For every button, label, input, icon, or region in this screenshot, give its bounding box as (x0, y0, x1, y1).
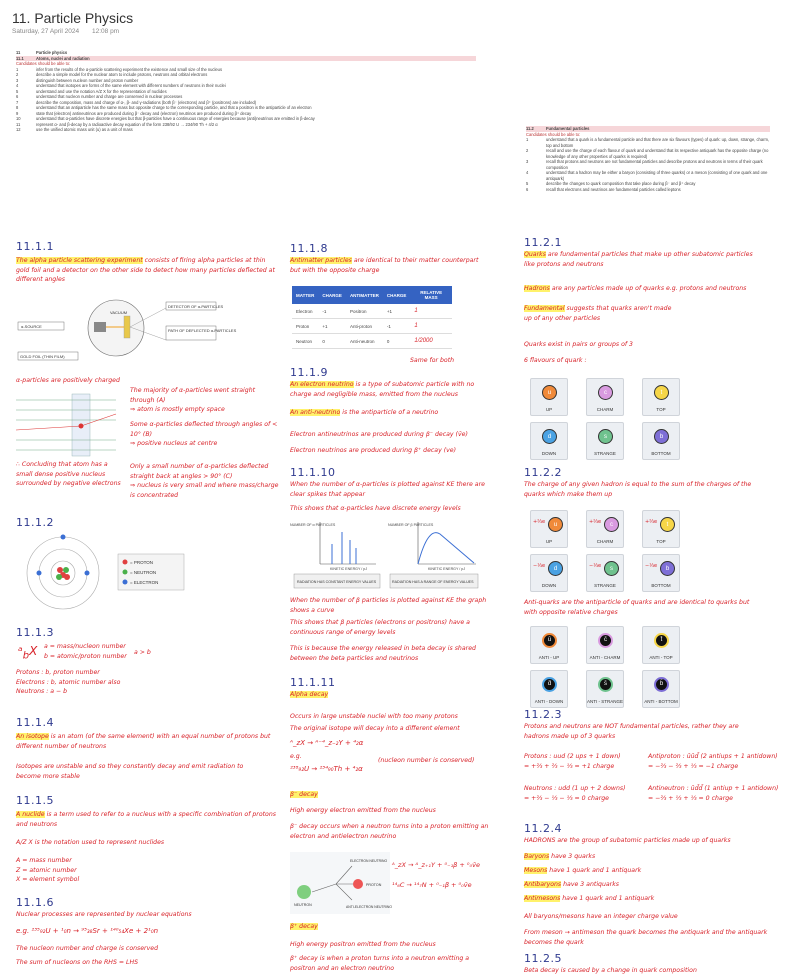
quark-symbol: t (654, 385, 669, 400)
integer-charge-note: All baryons/mesons have an integer charge value (524, 913, 678, 920)
alpha-decay-occurs: Occurs in large unstable nuclei with too many protons (290, 713, 458, 720)
alpha-ke-note: When the number of α-particles is plotted against KE there are clear spikes that appear (290, 481, 485, 498)
spec-topic-row: 11 Particle physics (16, 50, 68, 55)
flavours-note: 6 flavours of quark : (524, 357, 587, 364)
table-header: ANTIMATTER (346, 286, 383, 304)
quark-name: ANTI - DOWN (534, 699, 564, 704)
anti-label: ANTI-ELECTRON NEUTRINO (346, 905, 392, 909)
spec-item: 5 understand and use the notation A/Z X for the representation of nuclides (16, 88, 167, 94)
alpha-charge-note: α-particles are positively charged (16, 377, 120, 384)
quark-symbol: t̄ (654, 633, 669, 648)
atom-model-diagram (18, 532, 188, 614)
quark-charge: −⅓e (533, 563, 546, 569)
quark-card-anti-top (642, 626, 680, 664)
nuclide-note: A nuclide is a term used to refer to a nucleus with a specific combination of protons and neutrons (16, 811, 276, 828)
spec-item: 3 recall that protons and neutrons are not fundamental particles and describe protons and neutrons in terms of their quark composition (526, 159, 763, 170)
table-header: CHARGE (383, 286, 411, 304)
alpha-decay-title: Alpha decay (290, 691, 329, 698)
neutron-label: NEUTRON (294, 903, 312, 907)
observation-b: Some α-particles deflected through angles of < 10° (B) ⇒ positive nucleus at centre (130, 421, 278, 448)
quark-symbol: c (598, 385, 613, 400)
quark-name: ANTI - TOP (649, 655, 673, 660)
spec-table-atoms (16, 50, 476, 133)
quark-charge: −⅓e (645, 563, 658, 569)
spec-subtopic-row: 11.2 Fundamental particles (526, 126, 770, 132)
beta-minus-diagram (290, 852, 390, 914)
foil-label: GOLD FOIL (THIN FILM) (20, 354, 65, 359)
quark-symbol: b (660, 561, 675, 576)
source-label: α-SOURCE (21, 324, 42, 329)
legend-neutron: = NEUTRON (130, 570, 157, 575)
section-11-1-1: 11.1.1 (16, 240, 54, 253)
conclusion-note: ∴ Concluding that atom has a small dense positive nucleus surrounded by negative electrons (16, 461, 121, 488)
quark-name: ANTI - STRANGE (587, 699, 624, 704)
quark-pairs-note: Quarks exist in pairs or groups of 3 (524, 341, 633, 348)
graph2-ylabel: NUMBER OF β PARTICLES (388, 523, 434, 527)
beta-continuous-note: This shows that β particles (electrons or positrons) have a continuous range of energy levels (290, 619, 470, 636)
beta-plus-note1: High energy positron emitted from the nucleus (290, 941, 436, 948)
quark-card-anti-down (530, 670, 568, 708)
quark-definition: Quarks are fundamental particles that make up other subatomic particles like protons and neutrons (524, 251, 753, 268)
vacuum-label: VACUUM (110, 310, 128, 315)
section-11-2-3: 11.2.3 (524, 708, 562, 721)
table-cell: +1 (318, 319, 346, 334)
quark-symbol: c (604, 517, 619, 532)
quark-symbol: d (542, 429, 557, 444)
section-11-1-9: 11.1.9 (290, 366, 328, 379)
table-cell: -1 (383, 319, 411, 334)
beta-ke-note: When the number of β particles is plotted against KE the graph shows a curve (290, 597, 487, 614)
fundamental-definition: Fundamental suggests that quarks aren't made up of any other particles (524, 305, 672, 322)
beta-minus-title: β⁻ decay (290, 791, 318, 798)
section-11-2-5: 11.2.5 (524, 952, 562, 965)
proton-label: PROTON (366, 883, 382, 887)
quark-card-top (642, 510, 680, 548)
alpha-paths-diagram (16, 392, 116, 458)
table-cell: Proton (292, 319, 318, 334)
quark-name: DOWN (541, 451, 557, 456)
alpha-scattering-note: The alpha particle scattering experiment consists of firing alpha particles at thin gold foil and a detector on the other side to detect how many particles deflected at different angles (16, 257, 275, 284)
meson-antimeson-note: From meson → antimeson the quark becomes the antiquark and the antiquark becomes the quark (524, 929, 768, 946)
table-cell: 1 (410, 319, 452, 334)
page-date: Saturday, 27 April 2024 (12, 28, 80, 35)
beta-plus-note2: β⁺ decay is when a proton turns into a neutron emitting a positron and an electron neutrino (290, 955, 470, 972)
table-row (292, 304, 452, 319)
particle-counts: Protons : b, proton number Electrons : b, atomic number also Neutrons : a − b (16, 669, 121, 696)
neutrino-production: Electron neutrinos are produced during β⁺ decay (ve) (290, 447, 456, 454)
observation-a: The majority of α-particles went straight through (A) ⇒ atom is mostly empty space (130, 387, 256, 414)
alpha-decay-eg: e.g. (290, 753, 302, 760)
quark-charge: +⅔e (589, 519, 602, 525)
quark-card-strange (586, 554, 624, 592)
quark-card-top (642, 378, 680, 416)
spec-item: 4 understand that a hadron may be either a baryon (consisting of three quarks) or a meson (consisting of one quark and one antiquark) (526, 170, 768, 181)
table-header: RELATIVE MASS (410, 286, 452, 304)
beta-plus-title: β⁺ decay (290, 923, 318, 930)
quark-card-bottom (642, 422, 680, 460)
page-title: 11. Particle Physics (12, 10, 134, 26)
spec-items (16, 67, 476, 133)
a-greater-b: a > b (134, 649, 151, 656)
table-cell: -1 (318, 304, 346, 319)
quark-name: UP (545, 539, 553, 544)
emits-label: ELECTRON NEUTRINO (350, 859, 388, 863)
antiproton-quarks: Antiproton : ūūd̄ (2 antiups + 1 antidown) = −⅔ − ⅔ + ⅓ = −1 charge (648, 753, 778, 770)
quark-symbol: s (598, 429, 613, 444)
legend-proton: = PROTON (130, 560, 154, 565)
spec-table-fundamental (526, 126, 770, 192)
graph2-xlabel: KINETIC ENERGY / pJ (428, 567, 466, 571)
quark-charge: +⅔e (533, 519, 546, 525)
table-cell: Electron (292, 304, 318, 319)
spec-item: 12 use the unified atomic mass unit (u) as a unit of mass (16, 127, 133, 133)
section-11-1-8: 11.1.8 (290, 242, 328, 255)
spec-subtopic-row: 11.1 Atoms, nuclei and radiation (16, 56, 476, 62)
hadron-definition: Hadrons are any particles made up of quarks e.g. protons and neutrons (524, 285, 747, 292)
quark-name: TOP (656, 539, 666, 544)
antimatter-table (292, 286, 452, 349)
quark-card-down (530, 422, 568, 460)
nucleon-conserved: (nucleon number is conserved) (378, 757, 475, 764)
table-cell: 0 (318, 334, 346, 349)
nuclear-equation-example: e.g. ²³⁵₉₂U + ¹₀n → ⁹⁵₃₈Sr + ¹⁴⁰₅₄Xe + 2¹₀n (16, 927, 159, 935)
spec-item: 7 describe the composition, mass and charge of α-, β- and γ-radiations (both β⁻ (electrons) and β⁺ (positrons) are included) (16, 99, 257, 105)
quark-symbol: s̄ (598, 677, 613, 692)
energy-spectra-graphs (290, 518, 480, 590)
proton-quarks: Protons : uud (2 ups + 1 down) = +⅔ + ⅔ − ⅓ = +1 charge (524, 753, 621, 770)
table-cell: Neutron (292, 334, 318, 349)
spec-items (526, 137, 770, 192)
table-cell: 1/2000 (410, 334, 452, 349)
quark-name: ANTI - BOTTOM (644, 699, 678, 704)
mesons-note: Mesons have 1 quark and 1 antiquark (524, 867, 642, 874)
table-cell: +1 (383, 304, 411, 319)
notation-x: ᵃ$_b$X (18, 644, 38, 662)
quark-card-up (530, 510, 568, 548)
table-cell: Anti-neutron (346, 334, 383, 349)
quark-symbol: ū (542, 633, 557, 648)
graph2-caption: RADIATION HAS A RANGE OF ENERGY VALUES (392, 580, 474, 584)
section-11-2-4: 11.2.4 (524, 822, 562, 835)
quark-card-anti-charm (586, 626, 624, 664)
quark-card-down (530, 554, 568, 592)
quark-name: CHARM (596, 407, 614, 412)
spec-intro: Candidates should be able to: (16, 61, 71, 67)
nuclear-equation-note: Nuclear processes are represented by nuclear equations (16, 911, 192, 918)
sum-note: The sum of nucleons on the RHS = LHS (16, 959, 139, 966)
quark-charge: −⅓e (589, 563, 602, 569)
detector-label: DETECTOR OF α-PARTICLES (168, 304, 224, 309)
quark-card-charm (586, 378, 624, 416)
graph1-ylabel: NUMBER OF α PARTICLES (290, 523, 336, 527)
proton-neutron-note: Protons and neutrons are NOT fundamental particles, rather they are hadrons made up of 3 quarks (524, 723, 739, 740)
spec-item: 3 distinguish between nucleon number and proton number (16, 77, 139, 83)
notation-legend: a = mass/nucleon number b = atomic/proton number (44, 643, 127, 660)
quark-card-up (530, 378, 568, 416)
quark-card-anti-up (530, 626, 568, 664)
spec-item: 11 represent α- and β-decay by a radioactive decay equation of the form 238/92 U → 234/90 Th + 4/2 α (16, 121, 218, 127)
nuclide-legend: A = mass number Z = atomic number X = element symbol (16, 857, 80, 884)
alpha-decay-example: ²³⁸₉₂U → ²³⁴₉₀Th + ⁴₂α (290, 765, 363, 773)
antineutrino-note: An anti-neutrino is the antiparticle of a neutrino (290, 409, 439, 416)
conserved-note: The nucleon number and charge is conserved (16, 945, 158, 952)
antibaryons-note: Antibaryons have 3 antiquarks (524, 881, 620, 888)
table-header: CHARGE (318, 286, 346, 304)
spec-item: 2 recall and use the charge of each flavour of quark and understand that its respective antiquark has the opposite charge (no knowledge of any other properties of quarks is required) (526, 148, 769, 159)
hadrons-group-note: HADRONS are the group of subatomic particles made up of quarks (524, 837, 731, 844)
quark-name: BOTTOM (651, 451, 671, 456)
neutron-quarks: Neutrons : udd (1 up + 2 downs) = +⅔ − ⅓ − ⅓ = 0 charge (524, 785, 626, 802)
section-11-1-5: 11.1.5 (16, 794, 54, 807)
section-11-1-2: 11.1.2 (16, 516, 54, 529)
quark-symbol: b̄ (654, 677, 669, 692)
discrete-energy-note: This shows that α-particles have discrete energy levels (290, 505, 461, 512)
spec-item: 6 understand that nucleon number and charge are conserved in nuclear processes (16, 94, 183, 100)
quark-symbol: b (654, 429, 669, 444)
spec-item: 1 understand that a quark is a fundamental particle and that there are six flavours (types) of quark: up, down, strange, charm, top and bottom (526, 137, 770, 148)
quark-name: STRANGE (594, 583, 616, 588)
table-cell: Anti-proton (346, 319, 383, 334)
spec-item: 10 understand that α-particles have discrete energies but that β-particles have a continuous range of energies because (anti)neutrinos are emitted in β-decay (16, 116, 315, 122)
spec-item: 5 describe the changes to quark composition that take place during β⁻ and β⁺ decay (526, 181, 696, 187)
quark-symbol: c̄ (598, 633, 613, 648)
section-11-1-11: 11.1.11 (290, 676, 336, 689)
antimesons-note: Antimesons have 1 quark and 1 antiquark (524, 895, 655, 902)
table-header: MATTER (292, 286, 318, 304)
quark-symbol: s (604, 561, 619, 576)
antiquark-note: Anti-quarks are the antiparticle of quarks and are identical to quarks but with opposite relative charges (524, 599, 750, 616)
quark-name: ANTI - UP (538, 655, 560, 660)
table-cell: Positron (346, 304, 383, 319)
quark-symbol: d (548, 561, 563, 576)
section-11-1-4: 11.1.4 (16, 716, 54, 729)
beta-shared-note: This is because the energy released in beta decay is shared between the beta particles and neutrinos (290, 645, 476, 662)
antineutrino-production: Electron antineutrinos are produced during β⁻ decay (v̄e) (290, 431, 468, 438)
alpha-decay-equation: ᴬ_ᴢX → ᴬ⁻⁴_ᴢ₋₂Y + ⁴₂α (290, 739, 364, 747)
quark-card-bottom (642, 554, 680, 592)
quark-symbol: t (660, 517, 675, 532)
beta-minus-note1: High energy electron emitted from the nucleus (290, 807, 436, 814)
quark-name: ANTI - CHARM (589, 655, 621, 660)
spec-item: 2 describe a simple model for the nuclear atom to include protons, neutrons and orbital electrons (16, 72, 208, 78)
table-row (292, 334, 452, 349)
quark-card-anti-bottom (642, 670, 680, 708)
beta-minus-equation: ᴬ_ᴢX → ᴬ_ᴢ₊₁Y + ⁰₋₁β + ⁰₀v̄e (392, 861, 480, 869)
alpha-decay-original: The original isotope will decay into a different element (290, 725, 460, 732)
quark-card-charm (586, 510, 624, 548)
section-11-1-10: 11.1.10 (290, 466, 336, 479)
quark-charge: +⅔e (645, 519, 658, 525)
section-11-2-2: 11.2.2 (524, 466, 562, 479)
graph1-xlabel: KINETIC ENERGY / pJ (330, 567, 368, 571)
quark-name: TOP (656, 407, 666, 412)
quark-name: CHARM (596, 539, 614, 544)
spec-item: 4 understand that isotopes are forms of the same element with different numbers of neutrons in their nuclei (16, 83, 226, 89)
section-11-1-3: 11.1.3 (16, 626, 54, 639)
isotope-unstable-note: Isotopes are unstable and so they constantly decay and emit radiation to become more stable (16, 763, 244, 780)
quark-name: STRANGE (594, 451, 616, 456)
quark-card-strange (586, 422, 624, 460)
beta-minus-example: ¹⁴₆C → ¹⁴₇N + ⁰₋₁β + ⁰₀v̄e (392, 881, 472, 889)
neutrino-note: An electron neutrino is a type of subatomic particle with no charge and negligible mass, emitted from the nucleus (290, 381, 475, 398)
spec-item: 8 understand that an antiparticle has the same mass but opposite charge to the corresponding particle, and that a positron is the antiparticle of an electron (16, 105, 312, 111)
quark-symbol: u (542, 385, 557, 400)
section-11-2-1: 11.2.1 (524, 236, 562, 249)
quark-name: BOTTOM (651, 583, 671, 588)
quark-name: DOWN (541, 583, 557, 588)
page-time: 12:08 pm (92, 28, 120, 35)
table-cell: 1 (410, 304, 452, 319)
baryons-note: Baryons have 3 quarks (524, 853, 596, 860)
table-cell: 0 (383, 334, 411, 349)
observation-c: Only a small number of α-particles deflected straight back at angles > 90° (C) ⇒ nucleus is very small and where mass/charge is concentrated (130, 463, 279, 499)
antineutron-quarks: Antineutron : ūd̄d̄ (1 antiup + 1 antidown) = −⅔ + ⅓ + ⅓ = 0 charge (648, 785, 779, 802)
quark-symbol: u (548, 517, 563, 532)
quark-name: UP (545, 407, 553, 412)
graph1-caption: RADIATION HAS CONSTANT ENERGY VALUES (297, 580, 377, 584)
quark-symbol: d̄ (542, 677, 557, 692)
table-row (292, 319, 452, 334)
hadron-charge-note: The charge of any given hadron is equal to the sum of the charges of the quarks which make them up (524, 481, 752, 498)
section-11-1-6: 11.1.6 (16, 896, 54, 909)
isotope-note: An isotope is an atom (of the same element) with an equal number of protons but different number of neutrons (16, 733, 271, 750)
quark-card-anti-strange (586, 670, 624, 708)
legend-electron: = ELECTRON (130, 580, 159, 585)
nuclide-notation: A/Z X is the notation used to represent nuclides (16, 839, 165, 846)
beta-minus-note2: β⁻ decay occurs when a neutron turns into a proton emitting an electron and antielectron neutrino (290, 823, 489, 840)
spec-intro: Candidates should be able to: (526, 131, 581, 137)
same-for-both-note: Same for both (410, 357, 455, 364)
spec-item: 1 infer from the results of the α-particle scattering experiment the existence and small size of the nucleus (16, 66, 222, 72)
alpha-scattering-diagram (16, 298, 237, 364)
spec-item: 9 state that (electron) antineutrinos are produced during β⁻ decay and (electron) neutrinos are produced during β⁺ decay (16, 110, 252, 116)
path-label: PATH OF DEFLECTED α-PARTICLES (168, 328, 237, 333)
antimatter-note: Antimatter particles are identical to their matter counterpart but with the opposite charge (290, 257, 479, 274)
beta-quark-note: Beta decay is caused by a change in quark composition (524, 967, 697, 974)
spec-item: 6 recall that electrons and neutrinos are fundamental particles called leptons (526, 186, 681, 192)
